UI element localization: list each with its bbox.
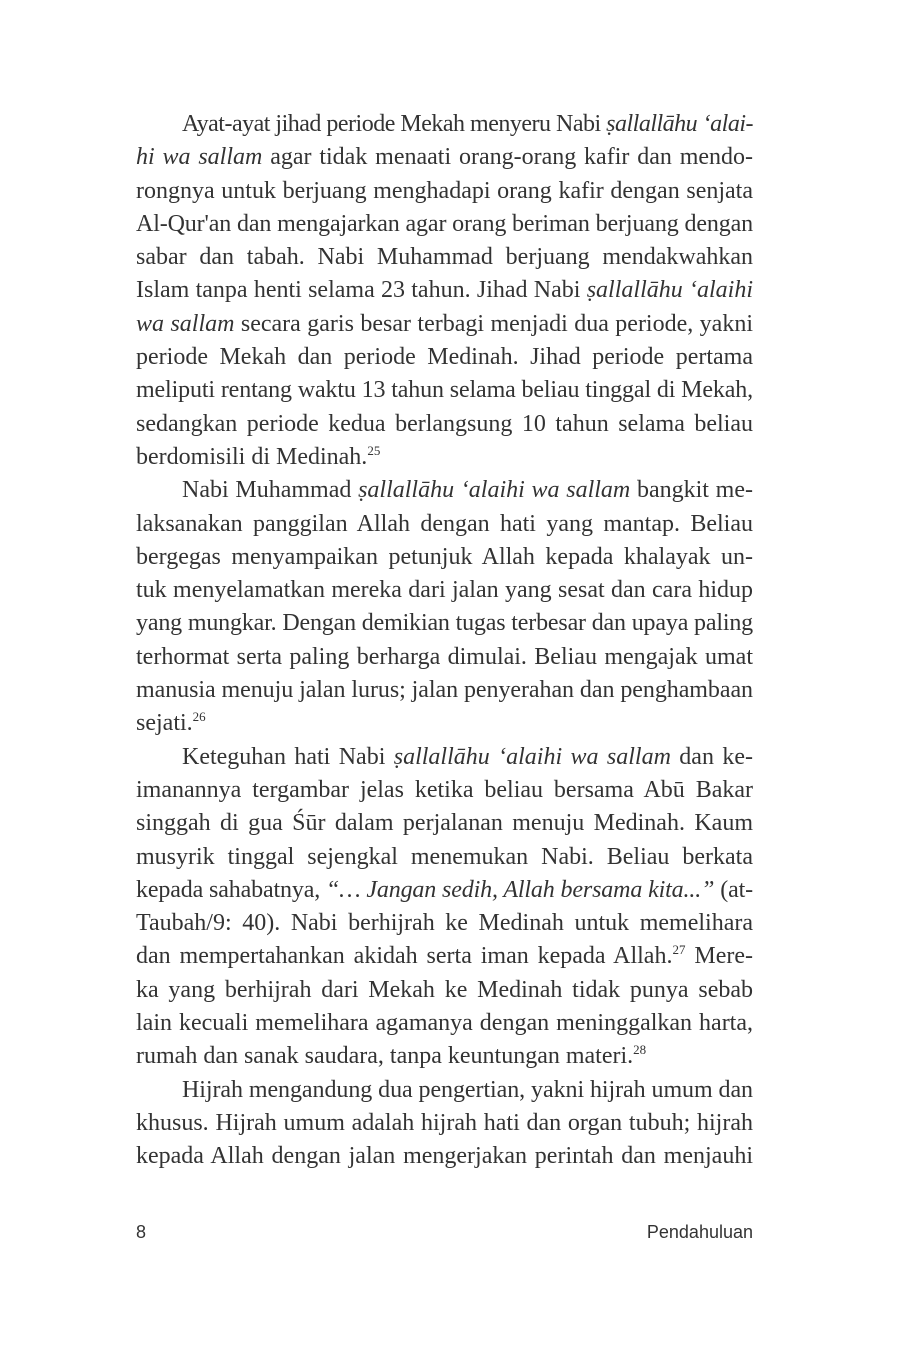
text-line <box>136 141 753 174</box>
footnote-marker: 27 <box>672 942 686 958</box>
text-line <box>136 374 753 407</box>
text-run: imanannya tergambar jelas ketika beliau bersama Abū Bakar <box>136 776 753 803</box>
text-run: rumah dan sanak saudara, tanpa keuntungan materi. <box>136 1043 634 1070</box>
text-line <box>136 707 753 740</box>
text-run: sabar dan tabah. Nabi Muhammad berjuang mendakwahkan <box>136 244 753 271</box>
text-run: musyrik tinggal sejengkal menemukan Nabi. Beliau berkata <box>136 843 753 870</box>
footnote-marker: 28 <box>633 1042 647 1058</box>
footnote-marker: 25 <box>367 442 381 458</box>
italic-transliteration: ṣallallāhu ‘alai- <box>606 111 753 137</box>
page-footer <box>136 1222 753 1246</box>
text-run: Hijrah mengandung dua pengertian, yakni hijrah umum dan <box>182 1076 753 1103</box>
text-line <box>136 341 753 374</box>
text-run: terhormat serta paling berharga dimulai. Beliau mengajak umat <box>136 643 753 670</box>
text-run: rongnya untuk berjuang menghadapi orang kafir dengan senjata <box>136 177 753 204</box>
text-run: bangkit me- <box>630 477 753 504</box>
text-line <box>136 241 753 274</box>
footnote-marker: 26 <box>192 709 206 725</box>
text-run: tuk menyelamatkan mereka dari jalan yang sesat dan cara hidup <box>136 577 753 604</box>
paragraph <box>136 741 753 1074</box>
text-line <box>136 607 753 640</box>
text-run: laksanakan panggilan Allah dengan hati yang mantap. Beliau <box>136 510 753 537</box>
text-line <box>136 508 753 541</box>
text-line <box>136 874 753 907</box>
text-line <box>136 474 753 507</box>
text-line <box>136 741 753 774</box>
text-run: khusus. Hijrah umum adalah hijrah hati dan organ tubuh; hijrah <box>136 1109 753 1136</box>
text-run: kepada Allah dengan jalan mengerjakan perintah dan menjauhi <box>136 1143 753 1170</box>
text-line <box>136 774 753 807</box>
text-line <box>136 108 753 141</box>
text-line <box>136 940 753 973</box>
body-text <box>136 108 753 1174</box>
text-line <box>136 907 753 940</box>
text-run: berdomisili di Medinah. <box>136 443 368 470</box>
text-run: manusia menuju jalan lurus; jalan penyerahan dan penghambaan <box>136 677 753 704</box>
text-line <box>136 408 753 441</box>
text-line <box>136 208 753 241</box>
text-run: secara garis besar terbagi menjadi dua periode, yakni <box>234 310 754 337</box>
paragraph <box>136 474 753 740</box>
text-run: meliputi rentang waktu 13 tahun selama beliau tinggal di Mekah, <box>136 377 754 404</box>
text-run: Ayat-ayat jihad periode Mekah menyeru Nabi <box>182 111 607 137</box>
text-run: bergegas menyampaikan petunjuk Allah kepada khalayak un- <box>136 543 753 570</box>
italic-transliteration: wa sallam <box>136 310 235 337</box>
italic-transliteration: ṣallallāhu ‘alaihi wa sallam <box>393 743 671 770</box>
text-run: ka yang berhijrah dari Mekah ke Medinah tidak punya sebab <box>136 976 753 1003</box>
page-number: 8 <box>136 1222 147 1242</box>
italic-transliteration: “… Jangan sedih, Allah bersama kita...” <box>326 876 715 903</box>
text-run: Al-Qur'an dan mengajarkan agar orang beriman berjuang dengan <box>136 210 753 237</box>
text-line <box>136 974 753 1007</box>
text-run: (at- <box>714 876 754 903</box>
text-line <box>136 807 753 840</box>
text-line <box>136 674 753 707</box>
text-line <box>136 308 753 341</box>
text-run: yang mungkar. Dengan demikian tugas terbesar dan upaya paling <box>136 610 754 637</box>
text-line <box>136 641 753 674</box>
text-line <box>136 841 753 874</box>
text-line <box>136 1040 753 1073</box>
paragraph <box>136 108 753 474</box>
text-run: agar tidak menaati orang-orang kafir dan mendo- <box>262 144 754 171</box>
italic-transliteration: hi wa sallam <box>136 144 263 171</box>
text-run: Nabi Muhammad <box>182 477 359 504</box>
paragraph <box>136 1074 753 1174</box>
italic-transliteration: ṣallallāhu ‘alaihi <box>586 277 753 304</box>
text-line <box>136 1007 753 1040</box>
text-run: sejati. <box>136 710 193 737</box>
text-run: sedangkan periode kedua berlangsung 10 tahun selama beliau <box>136 410 753 437</box>
text-run: Islam tanpa henti selama 23 tahun. Jihad Nabi <box>136 277 587 304</box>
text-run: lain kecuali memelihara agamanya dengan meninggalkan harta, <box>136 1010 753 1037</box>
text-line <box>136 441 753 474</box>
text-run: Keteguhan hati Nabi <box>182 743 394 770</box>
text-line <box>136 541 753 574</box>
text-line <box>136 175 753 208</box>
text-line <box>136 274 753 307</box>
text-run: dan ke- <box>670 743 753 770</box>
text-run: dan mempertahankan akidah serta iman kepada Allah. <box>136 943 673 970</box>
text-run: singgah di gua Śūr dalam perjalanan menuju Medinah. Kaum <box>136 810 753 837</box>
text-run: Mere- <box>685 943 753 970</box>
text-line <box>136 1074 753 1107</box>
text-line <box>136 574 753 607</box>
text-run: Taubah/9: 40). Nabi berhijrah ke Medinah untuk memelihara <box>136 910 753 937</box>
text-line <box>136 1140 753 1173</box>
text-line <box>136 1107 753 1140</box>
text-run: kepada sahabatnya, <box>136 876 327 903</box>
running-title: Pendahuluan <box>646 1222 753 1242</box>
italic-transliteration: ṣallallāhu ‘alaihi wa sallam <box>358 477 631 504</box>
text-run: periode Mekah dan periode Medinah. Jihad periode pertama <box>136 344 753 371</box>
